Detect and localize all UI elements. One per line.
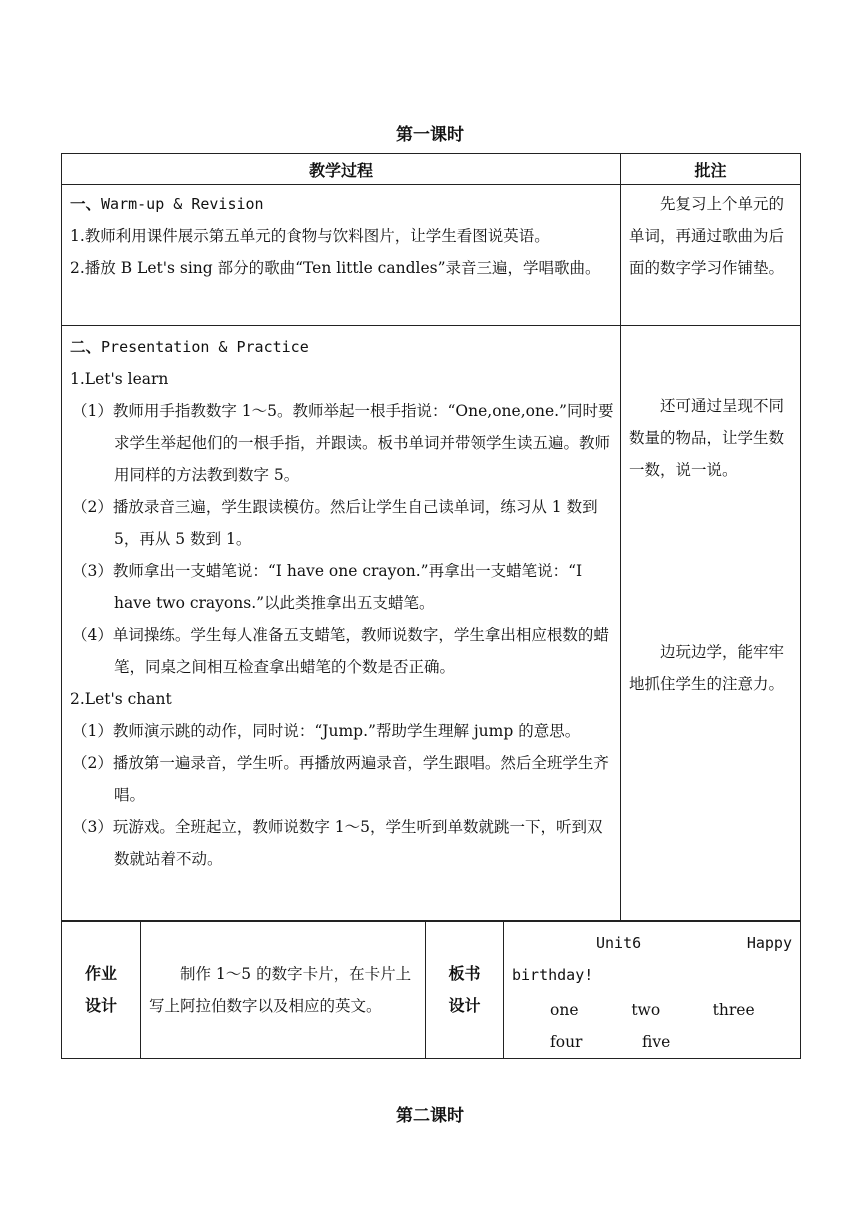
lets-learn-title: 1.Let's learn [70,370,169,388]
presentation-note-1: 还可通过呈现不同数量的物品，让学生数一数，说一说。 [629,397,785,479]
board-unit-line: Unit 6 Happy [596,934,792,952]
warmup-item-2: 2.播放 B Let's sing 部分的歌曲“Ten little candles”录音三遍，学唱歌曲。 [70,259,601,277]
lets-chant-title: 2.Let's chant [70,690,172,708]
board-words-row-2: four five [550,1033,671,1051]
warmup-cell [62,185,621,326]
learn-step-1: （1）教师用手指教数字 1～5。教师举起一根手指说：“One,one,one.”同时要求学生举起他们的一根手指，并跟读。板书单词并带领学生读五遍。教师用同样的方法教到数字 5。 [72,402,614,484]
homework-content: 制作 1～5 的数字卡片，在卡片上写上阿拉伯数字以及相应的英文。 [141,922,426,1059]
process-header: 教学过程 [62,154,621,185]
board-label: 板书 设计 [426,922,504,1059]
notes-header: 批注 [621,154,801,185]
chant-step-3: （3）玩游戏。全班起立，教师说数字 1～5，学生听到单数就跳一下，听到双数就站着不动。 [72,818,603,868]
warmup-item-1: 1.教师利用课件展示第五单元的食物与饮料图片，让学生看图说英语。 [70,227,550,245]
chant-step-1: （1）教师演示跳的动作，同时说：“Jump.”帮助学生理解 jump 的意思。 [72,722,581,740]
presentation-heading: 二、Presentation & Practice [70,338,309,356]
learn-step-2: （2）播放录音三遍，学生跟读模仿。然后让学生自己读单词，练习从 1 数到 5，再从 5 数到 1。 [72,498,598,548]
design-table [61,921,801,1059]
lesson-plan-table [61,153,801,921]
learn-step-3: （3）教师拿出一支蜡笔说：“I have one crayon.”再拿出一支蜡笔说：“I have two crayons.”以此类推拿出五支蜡笔。 [72,562,583,612]
presentation-note-2: 边玩边学，能牢牢地抓住学生的注意力。 [629,643,785,693]
chant-step-2: （2）播放第一遍录音，学生听。再播放两遍录音，学生跟唱。然后全班学生齐唱。 [72,754,609,804]
warmup-heading: 一、Warm-up & Revision [70,195,264,213]
homework-label: 作业 设计 [62,922,141,1059]
lesson-1-title: 第一课时 [396,125,464,145]
learn-step-4: （4）单词操练。学生每人准备五支蜡笔，教师说数字，学生拿出相应根数的蜡笔，同桌之间相互检查拿出蜡笔的个数是否正确。 [72,626,609,676]
presentation-cell [62,326,621,921]
lesson-2-title: 第二课时 [396,1106,464,1126]
board-words-row-1: one two three [550,1001,755,1019]
board-birthday-line: birthday! [512,966,594,984]
warmup-note: 先复习上个单元的单词，再通过歌曲为后面的数字学习作铺垫。 [621,185,801,326]
board-design-content [504,922,801,1059]
presentation-notes [621,326,801,921]
